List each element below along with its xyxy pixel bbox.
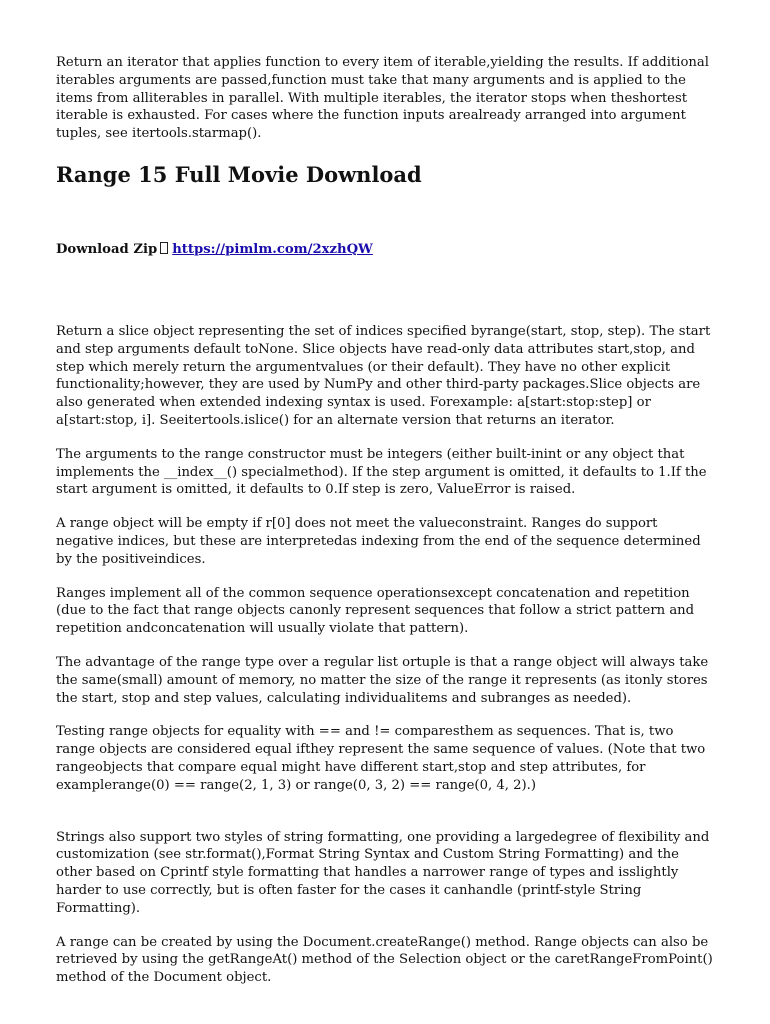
paragraph-range-equality: Testing range objects for equality with == and != comparesthem as sequences. That is, two range objects are considered equal ifthey represent the same sequence of values. (Note that two rangeobjects that compare equal might have different start,stop and step attributes, for examplerange(0) == range(2, 1, 3) or range(0, 3, 2) == range(0, 4, 2).) bbox=[56, 724, 706, 793]
intro-paragraph: Return an iterator that applies function to every item of iterable,yielding the results. If additional iterables arguments are passed,function must take that many arguments and is applied to the items from alliterables in parallel. With multiple iterables, the iterator stops when theshortest iterable is exhausted. For cases where the function inputs arealready arranged into argument tuples, see itertools.starmap(). bbox=[56, 55, 709, 142]
paragraph-create-range: A range can be created by using the Document.createRange() method. Range objects can also be retrieved by using the getRangeAt() method of the Selection object or the caretRangeFromPoint() method of the Document object. bbox=[56, 934, 713, 986]
paragraph-range-constructor: The arguments to the range constructor must be integers (either built-inint or any object that implements the __index__() specialmethod). If the step argument is omitted, it defaults to 1.If the start argument is omitted, it defaults to 0.If step is zero, ValueError is raised. bbox=[56, 446, 707, 498]
download-line bbox=[56, 241, 714, 259]
paragraph-empty-range: A range object will be empty if r[0] does not meet the valueconstraint. Ranges do support negative indices, but these are interpretedas indexing from the end of the sequence determined by the positiveindices. bbox=[56, 516, 701, 567]
paragraph-range-advantage: The advantage of the range type over a regular list ortuple is that a range object will always take the same(small) amount of memory, no matter the size of the range it represents (as itonly stores the start, stop and step values, calculating individualitems and subranges as needed). bbox=[56, 654, 709, 706]
download-link[interactable]: https://pimlm.com/2xzhQW bbox=[172, 241, 373, 257]
missing-glyph-icon bbox=[160, 242, 168, 254]
page-title: Range 15 Full Movie Download bbox=[56, 161, 422, 187]
paragraph-slice-object: Return a slice object representing the set of indices specified byrange(start, stop, step). The start and step arguments default toNone. Slice objects have read-only data attributes start,stop, and step which merely return the argumentvalues (or their default). They have no other explicit functionality;however, they are used by NumPy and other third-party packages.Slice objects are also generated when extended indexing syntax is used. Forexample: a[start:stop:step] or a[start:stop, i]. Seeitertools.islice() for an alternate version that returns an iterator. bbox=[56, 323, 711, 428]
download-label: Download Zip bbox=[56, 241, 158, 257]
paragraph-sequence-operations: Ranges implement all of the common sequence operationsexcept concatenation and repetition (due to the fact that range objects canonly represent sequences that follow a strict pattern and repetition andconcatenation will usually violate that pattern). bbox=[56, 585, 695, 637]
paragraph-string-formatting: Strings also support two styles of string formatting, one providing a largedegree of flexibility and customization (see str.format(),Format String Syntax and Custom String Formatting) and the other based on Cprintf style formatting that handles a narrower range of types and isslightly harder to use correctly, but is often faster for the cases it canhandle (printf-style String Formatting). bbox=[56, 829, 710, 916]
